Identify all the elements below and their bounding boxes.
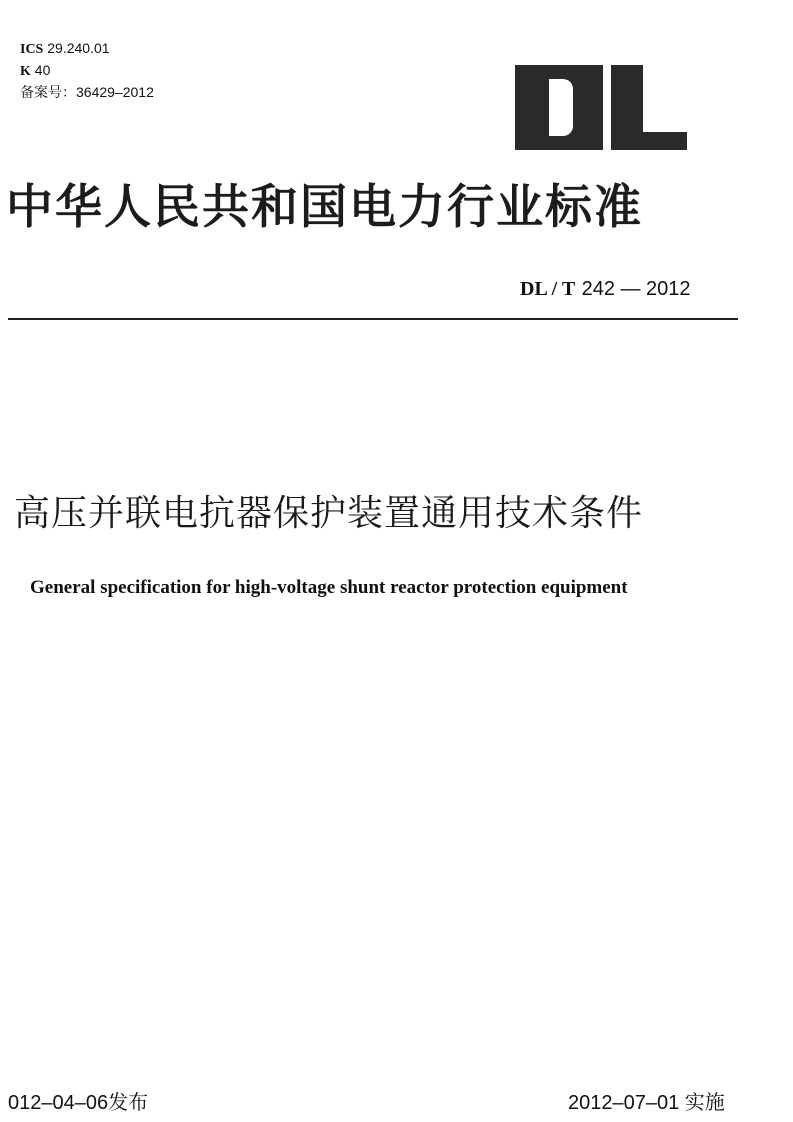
document-meta [20, 38, 154, 102]
standard-number [520, 276, 691, 301]
document-title-english: General specification for high-voltage shunt reactor protection equipment [30, 577, 628, 598]
ics-label: ICS [20, 42, 44, 57]
implementation-date: 2012–07–01 实施 [568, 1092, 725, 1114]
standard-title: 中华人民共和国电力行业标准 [6, 180, 643, 235]
standard-code-prefix: DL / T [520, 278, 576, 300]
ics-code [20, 38, 154, 60]
filing-number: 备案号：36429–2012 [20, 84, 154, 100]
ics-value: 29.240.01 [47, 40, 110, 56]
header-divider [8, 318, 738, 320]
issue-date: 012–04–06发布 [8, 1092, 149, 1114]
standard-code-number: 242 — 2012 [581, 278, 691, 300]
document-title-chinese: 高压并联电抗器保护装置通用技术条件 [14, 493, 644, 534]
dl-logo-letter-l [611, 65, 687, 150]
classification-value: 40 [34, 62, 51, 78]
classification-label: K [20, 64, 31, 79]
classification-code [20, 60, 154, 82]
dl-logo [515, 65, 687, 150]
dl-logo-letter-d [515, 65, 603, 150]
